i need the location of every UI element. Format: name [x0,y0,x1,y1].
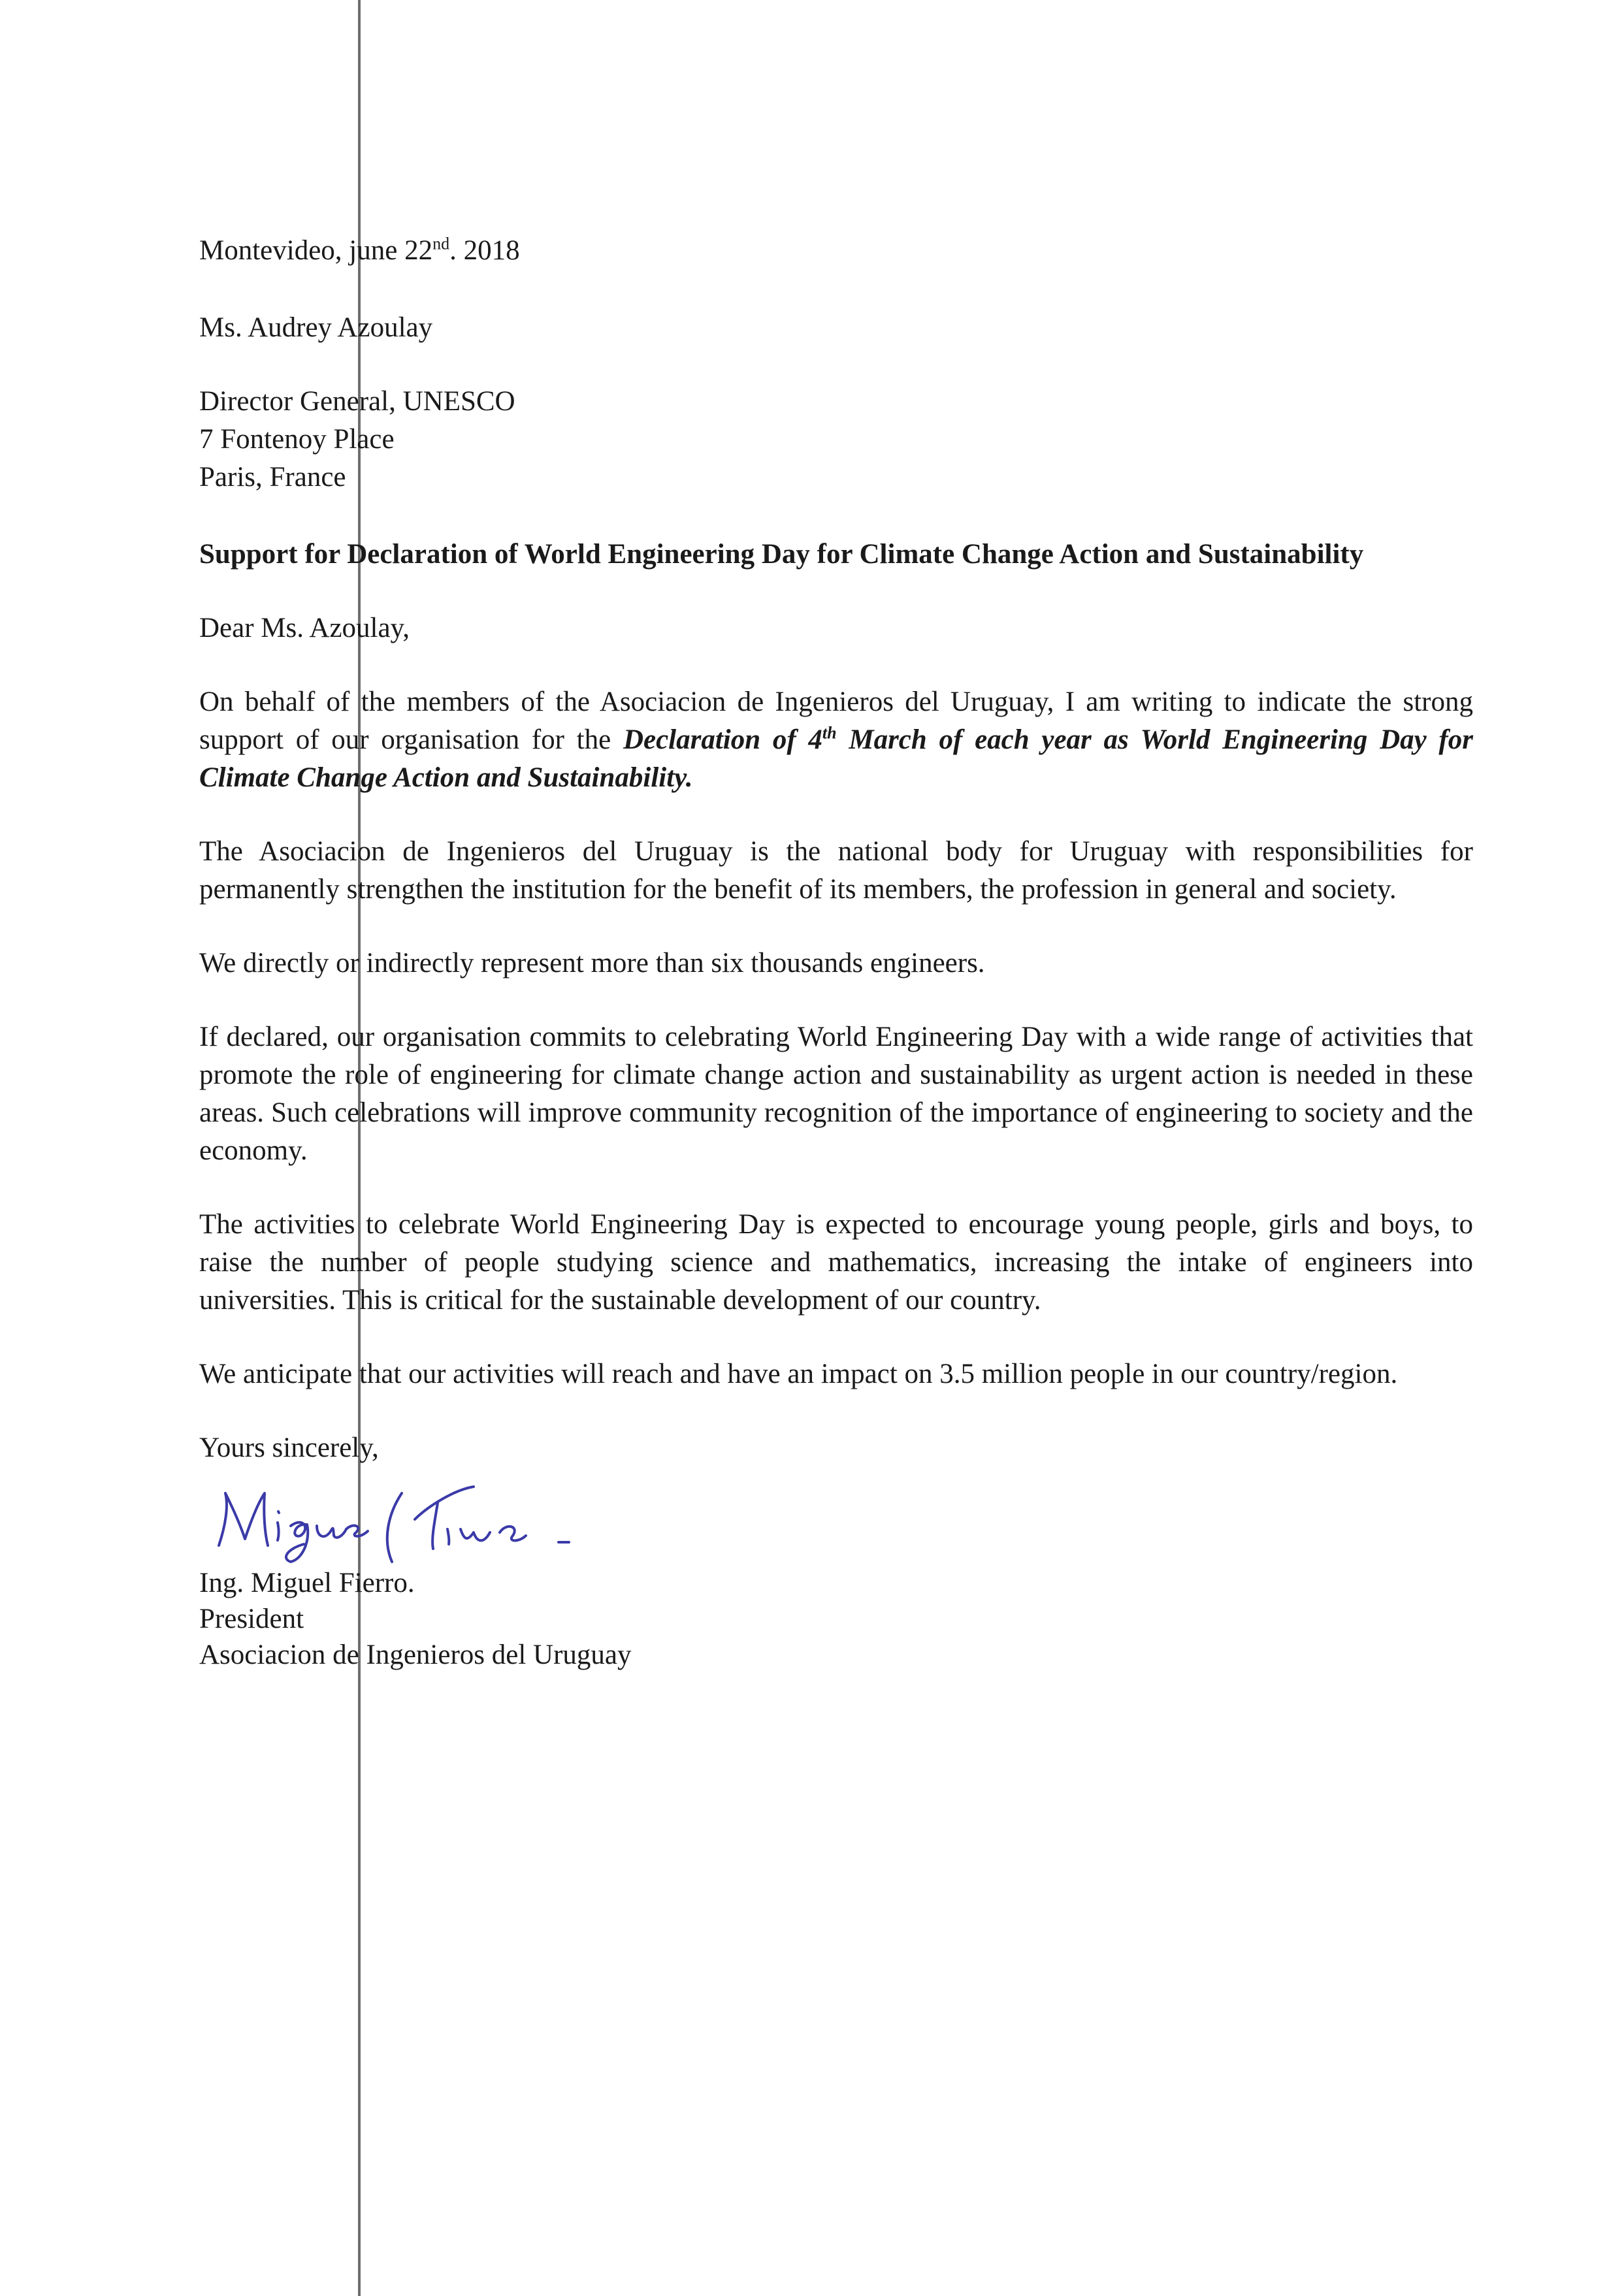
date-year: . 2018 [449,235,520,266]
salutation: Dear Ms. Azoulay, [199,613,410,643]
declaration-part-a: Declaration of 4 [623,724,822,755]
signer-name: Ing. Miguel Fierro. [199,1568,415,1598]
signer-block [199,1565,1473,1673]
recipient-street: 7 Fontenoy Place [199,424,395,455]
paragraph-4: If declared, our organisation commits to celebrating World Engineering Day with a wide range of activities that promote the role of engineering for climate change action and sustainability as urgent action is needed in these areas. Such celebrations will improve community recognition of the importance of engineering to society and the economy. [199,1022,1473,1166]
paragraph-1-text: On behalf of the members of the Asociacion de Ingenieros del Uruguay, I am writing to indicate the strong support of our organisation for the [199,687,1473,755]
recipient-title: Director General, UNESCO [199,386,515,417]
paragraph-1 [199,683,1473,797]
paragraph-2: The Asociacion de Ingenieros del Uruguay is the national body for Uruguay with responsibilities for permanently strengthen the institution for the benefit of its members, the profession in general and society. [199,836,1473,905]
paragraph-6: We anticipate that our activities will reach and have an impact on 3.5 million people in our country/region. [199,1359,1398,1389]
recipient-name: Ms. Audrey Azoulay [199,312,433,343]
letter-date [199,232,1473,270]
closing: Yours sincerely, [199,1432,379,1463]
paragraph-5: The activities to celebrate World Engineering Day is expected to encourage young people, girls and boys, to raise the number of people studying science and mathematics, increasing the intake of engineers into universities. This is critical for the sustainable development of our country. [199,1209,1473,1316]
recipient-city: Paris, France [199,462,346,493]
declaration-suffix: th [822,723,837,743]
letter-subject: Support for Declaration of World Engineering Day for Climate Change Action and Sustainability [199,539,1364,570]
declaration-part-b: March of each year as World Engineering Day for Climate Change Action and Sustainability. [199,724,1473,793]
signer-title: President [199,1604,304,1634]
handwritten-signature [206,1467,663,1565]
date-suffix: nd [432,234,450,253]
signer-organization: Asociacion de Ingenieros del Uruguay [199,1640,632,1670]
letter-page [199,232,1473,1673]
date-place: Montevideo, june 22 [199,235,433,266]
paragraph-3: We directly or indirectly represent more than six thousands engineers. [199,948,985,978]
recipient-address [199,383,1473,496]
